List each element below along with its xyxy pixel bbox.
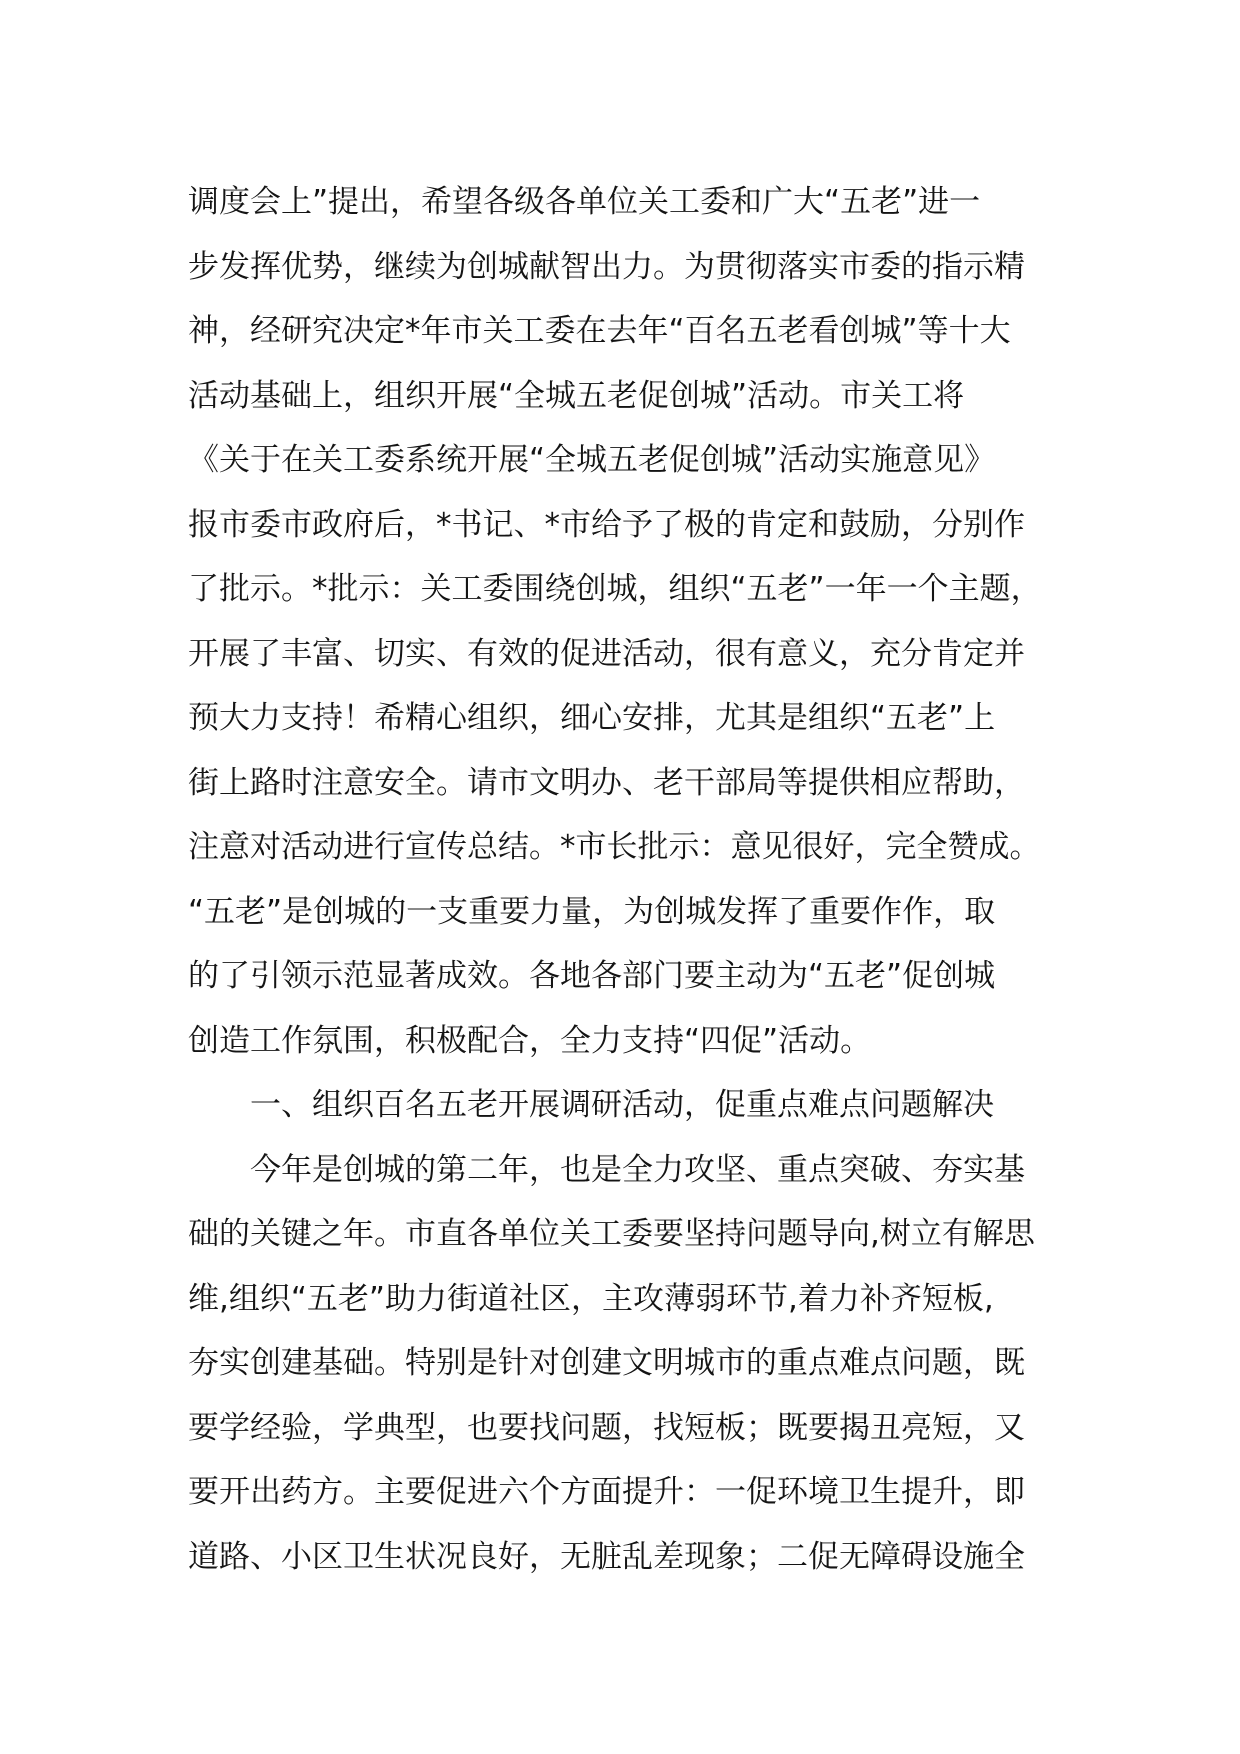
body-line: 预大力支持！希精心组织，细心安排，尤其是组织“五老”上	[188, 700, 996, 736]
body-line: “五老”是创城的一支重要力量，为创城发挥了重要作作，取	[188, 893, 996, 930]
body-line: 了批示。*批示：关工委围绕创城，组织“五老”一年一个主题，	[188, 571, 1042, 607]
body-line: 报市委市政府后，*书记、*市给予了极的肯定和鼓励，分别作	[188, 506, 1025, 543]
body-line: 步发挥优势，继续为创城献智出力。为贯彻落实市委的指示精	[188, 248, 1025, 285]
body-line: 创造工作氛围，积极配合，全力支持“四促”活动。	[188, 1022, 872, 1059]
section-line: 要学经验，学典型，也要找问题，找短板；既要揭丑亮短，又	[188, 1409, 1025, 1446]
body-line: 的了引领示范显著成效。各地各部门要主动为“五老”促创城	[188, 958, 996, 994]
section-line: 要开出药方。主要促进六个方面提升：一促环境卫生提升，即	[188, 1474, 1025, 1510]
body-line: 活动基础上，组织开展“全城五老促创城”活动。市关工将	[188, 377, 965, 414]
section-line: 础的关键之年。市直各单位关工委要坚持问题导向,树立有解思	[188, 1216, 1035, 1252]
section-line: 夯实创建基础。特别是针对创建文明城市的重点难点问题，既	[188, 1345, 1025, 1381]
section-heading: 一、组织百名五老开展调研活动，促重点难点问题解决	[250, 1087, 994, 1123]
body-line: 神，经研究决定*年市关工委在去年“百名五老看创城”等十大	[188, 313, 1011, 349]
document-body	[188, 170, 1088, 1589]
section-line: 今年是创城的第二年，也是全力攻坚、重点突破、夯实基	[250, 1151, 1025, 1188]
section-line: 维,组织“五老”助力街道社区，主攻薄弱环节,着力补齐短板,	[188, 1280, 994, 1317]
body-line: 注意对活动进行宣传总结。*市长批示：意见很好，完全赞成。	[188, 829, 1041, 865]
body-line: 《关于在关工委系统开展“全城五老促创城”活动实施意见》	[188, 442, 996, 478]
body-line: 调度会上”提出，希望各级各单位关工委和广大“五老”进一	[188, 184, 981, 220]
body-line: 街上路时注意安全。请市文明办、老干部局等提供相应帮助，	[188, 764, 1025, 801]
body-line: 开展了丰富、切实、有效的促进活动，很有意义，充分肯定并	[188, 635, 1025, 672]
section-line: 道路、小区卫生状况良好，无脏乱差现象；二促无障碍设施全	[188, 1538, 1025, 1575]
